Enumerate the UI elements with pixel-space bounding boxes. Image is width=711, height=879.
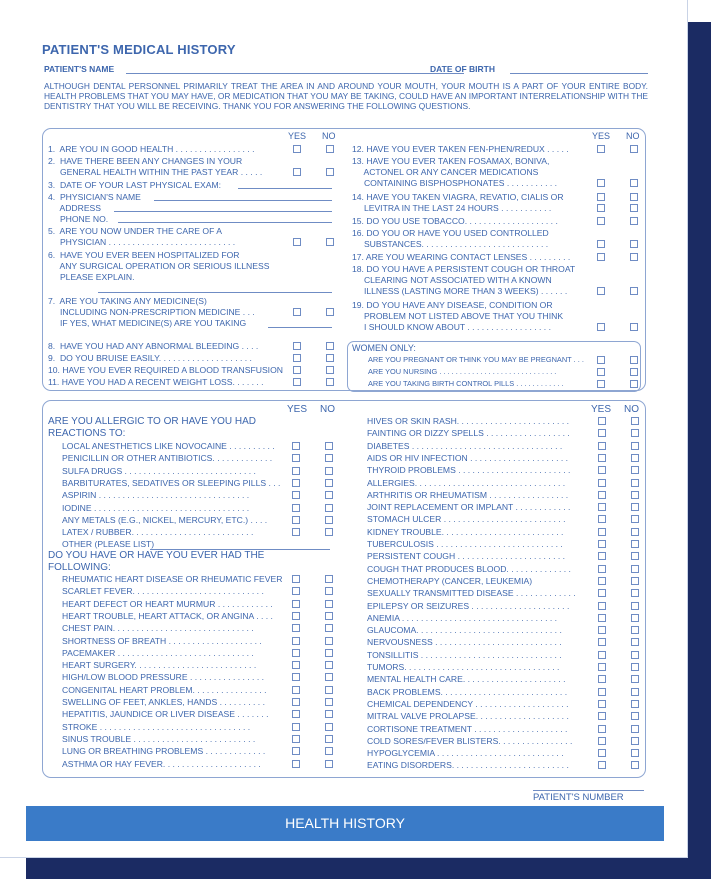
q11-yes-checkbox[interactable] — [293, 378, 301, 386]
condition-no-checkbox[interactable] — [325, 698, 333, 706]
condition-yes-checkbox[interactable] — [598, 429, 606, 437]
allergy-item: SULFA DRUGS . . . . . . . . . . . . . . . . . . . . . . . . . . . . — [62, 465, 256, 476]
condition-yes-checkbox[interactable] — [292, 587, 300, 595]
question-17: 17. ARE YOU WEARING CONTACT LENSES . . . . . . . . . — [352, 252, 571, 262]
allergy-no-checkbox[interactable] — [325, 479, 333, 487]
condition-item: CHEST PAIN. . . . . . . . . . . . . . . . . . . . . . . . . . . . . . — [62, 623, 254, 634]
allergy-yes-checkbox[interactable] — [292, 491, 300, 499]
condition-yes-checkbox[interactable] — [292, 686, 300, 694]
condition-yes-checkbox[interactable] — [598, 663, 606, 671]
condition-no-checkbox[interactable] — [631, 429, 639, 437]
condition-yes-checkbox[interactable] — [292, 637, 300, 645]
question-10: 10. HAVE YOU EVER REQUIRED A BLOOD TRANSFUSION — [48, 365, 283, 375]
condition-yes-checkbox[interactable] — [598, 540, 606, 548]
condition-item: MENTAL HEALTH CARE. . . . . . . . . . . . . . . . . . . . . . — [367, 674, 566, 685]
condition-no-checkbox[interactable] — [325, 673, 333, 681]
condition-yes-checkbox[interactable] — [598, 577, 606, 585]
condition-item: BACK PROBLEMS. . . . . . . . . . . . . . . . . . . . . . . . . . . — [367, 686, 568, 697]
q8-no-checkbox[interactable] — [326, 342, 334, 350]
condition-no-checkbox[interactable] — [631, 638, 639, 646]
condition-yes-checkbox[interactable] — [598, 761, 606, 769]
condition-item: STOMACH ULCER . . . . . . . . . . . . . . . . . . . . . . . . . . — [367, 514, 566, 525]
question-12: 12. HAVE YOU EVER TAKEN FEN-PHEN/REDUX . . . . . — [352, 144, 569, 154]
condition-no-checkbox[interactable] — [325, 760, 333, 768]
condition-item: SEXUALLY TRANSMITTED DISEASE . . . . . . . . . . . . . — [367, 588, 576, 599]
allergy-item: BARBITURATES, SEDATIVES OR SLEEPING PILLS . . . — [62, 477, 281, 488]
condition-yes-checkbox[interactable] — [598, 614, 606, 622]
condition-item: PERSISTENT COUGH . . . . . . . . . . . . . . . . . . . . . . . — [367, 551, 566, 562]
allergy-no-checkbox[interactable] — [325, 454, 333, 462]
condition-no-checkbox[interactable] — [631, 491, 639, 499]
q14-yes-checkbox[interactable] — [597, 204, 605, 212]
condition-no-checkbox[interactable] — [631, 417, 639, 425]
q14-yes-checkbox-top[interactable] — [597, 193, 605, 201]
q16-no-checkbox[interactable] — [630, 240, 638, 248]
women-question-2: ARE YOU NURSING . . . . . . . . . . . . . . . . . . . . . . . . . . . . . — [368, 367, 557, 376]
q18-no-checkbox[interactable] — [630, 287, 638, 295]
q1-yes-checkbox[interactable] — [293, 145, 301, 153]
condition-item: COUGH THAT PRODUCES BLOOD. . . . . . . . . . . . . . — [367, 563, 571, 574]
condition-item: COLD SORES/FEVER BLISTERS. . . . . . . . . . . . . . . . — [367, 735, 573, 746]
question-9: 9. DO YOU BRUISE EASILY. . . . . . . . . . . . . . . . . . . . — [48, 353, 252, 363]
q10-yes-checkbox[interactable] — [293, 366, 301, 374]
last-exam-date-field[interactable] — [238, 188, 332, 189]
q11-no-checkbox[interactable] — [326, 378, 334, 386]
question-16: 16. DO YOU OR HAVE YOU USED CONTROLLED SUBSTANCES. . . . . . . . . . . . . . . . . . . . . . . . . . . — [352, 228, 549, 249]
condition-yes-checkbox[interactable] — [598, 700, 606, 708]
condition-no-checkbox[interactable] — [631, 552, 639, 560]
q19-yes-checkbox[interactable] — [597, 323, 605, 331]
condition-item: GLAUCOMA. . . . . . . . . . . . . . . . . . . . . . . . . . . . . . . — [367, 625, 562, 636]
q1-no-checkbox[interactable] — [326, 145, 334, 153]
q16-yes-checkbox[interactable] — [597, 240, 605, 248]
condition-item: DIABETES . . . . . . . . . . . . . . . . . . . . . . . . . . . . . . . . — [367, 440, 563, 451]
condition-yes-checkbox[interactable] — [292, 723, 300, 731]
allergy-no-checkbox[interactable] — [325, 467, 333, 475]
condition-item: HEART DEFECT OR HEART MURMUR . . . . . . . . . . . . — [62, 598, 273, 609]
allergy-yes-checkbox[interactable] — [292, 516, 300, 524]
condition-yes-checkbox[interactable] — [598, 442, 606, 450]
physician-phone-field[interactable] — [118, 222, 332, 223]
condition-no-checkbox[interactable] — [325, 612, 333, 620]
condition-no-checkbox[interactable] — [631, 503, 639, 511]
condition-item: CORTISONE TREATMENT . . . . . . . . . . . . . . . . . . . . — [367, 723, 568, 734]
allergy-no-checkbox[interactable] — [325, 504, 333, 512]
condition-item: EATING DISORDERS. . . . . . . . . . . . . . . . . . . . . . . . . — [367, 760, 569, 771]
condition-yes-checkbox[interactable] — [598, 466, 606, 474]
condition-no-checkbox[interactable] — [325, 624, 333, 632]
question-5: 5. ARE YOU NOW UNDER THE CARE OF A PHYSICIAN . . . . . . . . . . . . . . . . . . . . . . . . . . . — [48, 226, 236, 247]
q9-no-checkbox[interactable] — [326, 354, 334, 362]
condition-no-checkbox[interactable] — [631, 515, 639, 523]
condition-yes-checkbox[interactable] — [292, 612, 300, 620]
condition-no-checkbox[interactable] — [325, 747, 333, 755]
condition-no-checkbox[interactable] — [325, 661, 333, 669]
allergy-item: IODINE . . . . . . . . . . . . . . . . . . . . . . . . . . . . . . . . . — [62, 502, 250, 513]
question-3: 3. DATE OF YOUR LAST PHYSICAL EXAM: — [48, 180, 222, 190]
patient-name-label: PATIENT'S NAME — [44, 64, 115, 74]
condition-no-checkbox[interactable] — [631, 589, 639, 597]
condition-yes-checkbox[interactable] — [292, 747, 300, 755]
women-q1-no-checkbox[interactable] — [630, 356, 638, 364]
condition-item: ASTHMA OR HAY FEVER. . . . . . . . . . . . . . . . . . . . . — [62, 758, 261, 769]
q15-no-checkbox[interactable] — [630, 217, 638, 225]
condition-item: CONGENITAL HEART PROBLEM. . . . . . . . . . . . . . . . — [62, 684, 267, 695]
condition-item: HEART TROUBLE, HEART ATTACK, OR ANGINA . . . . — [62, 610, 273, 621]
other-allergies-field[interactable] — [150, 549, 330, 550]
allergy-no-checkbox[interactable] — [325, 442, 333, 450]
condition-yes-checkbox[interactable] — [598, 626, 606, 634]
women-question-3: ARE YOU TAKING BIRTH CONTROL PILLS . . . . . . . . . . . . — [368, 379, 564, 388]
q9-yes-checkbox[interactable] — [293, 354, 301, 362]
intro-paragraph: ALTHOUGH DENTAL PERSONNEL PRIMARILY TREAT THE AREA IN AND AROUND YOUR MOUTH, YOUR MOUTH IS A PART OF YOUR ENTIRE BODY. HEALTH PROBLEMS THAT YOU MAY HAVE, OR MEDICATION THAT YOU MAY BE TAKING, COULD HAVE AN IMPORTANT INTERRELATIONSHIP WITH THE DENTISTRY THAT YOU WILL BE RECEIVING. THANK YOU FOR ANSWERING THE FOLLOWING QUESTIONS. — [44, 81, 648, 112]
question-4: 4. PHYSICIAN'S NAME ADDRESS PHONE NO. — [48, 192, 141, 224]
no-header-right: NO — [626, 131, 640, 141]
condition-no-checkbox[interactable] — [325, 600, 333, 608]
q14-no-checkbox[interactable] — [630, 204, 638, 212]
condition-item: ALLERGIES. . . . . . . . . . . . . . . . . . . . . . . . . . . . . . . . — [367, 477, 566, 488]
have-header: DO YOU HAVE OR HAVE YOU EVER HAD THE FOLLOWING: — [48, 550, 265, 573]
condition-yes-checkbox[interactable] — [292, 698, 300, 706]
allergy-header: ARE YOU ALLERGIC TO OR HAVE YOU HAD REACTIONS TO: — [48, 416, 257, 439]
condition-item: PACEMAKER . . . . . . . . . . . . . . . . . . . . . . . . . . . . . — [62, 647, 254, 658]
condition-no-checkbox[interactable] — [631, 700, 639, 708]
condition-no-checkbox[interactable] — [631, 602, 639, 610]
women-q3-yes-checkbox[interactable] — [597, 380, 605, 388]
condition-item: TUMORS. . . . . . . . . . . . . . . . . . . . . . . . . . . . . . . . . — [367, 662, 560, 672]
q7-no-checkbox[interactable] — [326, 308, 334, 316]
question-7: 7. ARE YOU TAKING ANY MEDICINE(S) INCLUDING NON-PRESCRIPTION MEDICINE . . . IF YES, WHAT MEDICINE(S) ARE YOU TAKING — [48, 296, 255, 328]
condition-yes-checkbox[interactable] — [598, 749, 606, 757]
condition-no-checkbox[interactable] — [631, 725, 639, 733]
allergy-yes-checkbox[interactable] — [292, 528, 300, 536]
condition-yes-checkbox[interactable] — [292, 673, 300, 681]
no-header-bottom-left: NO — [320, 404, 335, 415]
condition-yes-checkbox[interactable] — [598, 515, 606, 523]
question-8: 8. HAVE YOU HAD ANY ABNORMAL BLEEDING . . . . — [48, 341, 259, 351]
q13-yes-checkbox[interactable] — [597, 179, 605, 187]
no-header-left: NO — [322, 131, 336, 141]
allergy-yes-checkbox[interactable] — [292, 504, 300, 512]
condition-yes-checkbox[interactable] — [598, 491, 606, 499]
condition-no-checkbox[interactable] — [631, 675, 639, 683]
q15-yes-checkbox[interactable] — [597, 217, 605, 225]
condition-yes-checkbox[interactable] — [292, 760, 300, 768]
patient-number-line — [533, 790, 644, 791]
footer-banner: HEALTH HISTORY — [26, 806, 664, 841]
condition-item: ANEMIA . . . . . . . . . . . . . . . . . . . . . . . . . . . . . . . . . — [367, 612, 558, 623]
q2-no-checkbox[interactable] — [326, 168, 334, 176]
women-q2-yes-checkbox[interactable] — [597, 368, 605, 376]
condition-no-checkbox[interactable] — [631, 761, 639, 769]
women-only-label: WOMEN ONLY: — [352, 343, 416, 353]
condition-no-checkbox[interactable] — [631, 540, 639, 548]
allergy-yes-checkbox[interactable] — [292, 442, 300, 450]
condition-no-checkbox[interactable] — [631, 454, 639, 462]
condition-item: HIVES OR SKIN RASH. . . . . . . . . . . . . . . . . . . . . . . . — [367, 416, 569, 426]
condition-item: KIDNEY TROUBLE. . . . . . . . . . . . . . . . . . . . . . . . . . — [367, 526, 564, 537]
condition-no-checkbox[interactable] — [631, 466, 639, 474]
condition-item: CHEMICAL DEPENDENCY . . . . . . . . . . . . . . . . . . . . — [367, 698, 569, 709]
condition-item: RHEUMATIC HEART DISEASE OR RHEUMATIC FEVER — [62, 574, 283, 584]
condition-no-checkbox[interactable] — [325, 686, 333, 694]
condition-item: EPILEPSY OR SEIZURES . . . . . . . . . . . . . . . . . . . . . — [367, 600, 570, 611]
medicines-field[interactable] — [268, 327, 332, 328]
yes-header-bottom-left: YES — [287, 404, 308, 415]
question-13: 13. HAVE YOU EVER TAKEN FOSAMAX, BONIVA, ACTONEL OR ANY CANCER MEDICATIONS CONTAINING BISPHOSPHONATES . . . . . . . . . . . — [352, 156, 558, 188]
condition-yes-checkbox[interactable] — [292, 624, 300, 632]
condition-yes-checkbox[interactable] — [598, 725, 606, 733]
allergy-item: LATEX / RUBBER. . . . . . . . . . . . . . . . . . . . . . . . . . — [62, 527, 254, 538]
condition-item: NERVOUSNESS . . . . . . . . . . . . . . . . . . . . . . . . . . . — [367, 637, 562, 648]
allergy-no-checkbox[interactable] — [325, 516, 333, 524]
q13-no-checkbox[interactable] — [630, 179, 638, 187]
question-1: 1. ARE YOU IN GOOD HEALTH . . . . . . . . . . . . . . . . . — [48, 144, 255, 154]
condition-item: SHORTNESS OF BREATH . . . . . . . . . . . . . . . . . . . . — [62, 635, 262, 646]
condition-no-checkbox[interactable] — [631, 528, 639, 536]
condition-item: CHEMOTHERAPY (CANCER, LEUKEMIA) — [367, 575, 533, 586]
physician-address-field[interactable] — [114, 211, 332, 212]
condition-yes-checkbox[interactable] — [598, 675, 606, 683]
condition-yes-checkbox[interactable] — [292, 661, 300, 669]
hospitalized-explain-field[interactable] — [98, 292, 332, 293]
condition-yes-checkbox[interactable] — [598, 589, 606, 597]
allergy-item: PENICILLIN OR OTHER ANTIBIOTICS. . . . . . . . . . . . . — [62, 453, 273, 464]
yes-header-left: YES — [288, 131, 307, 141]
allergy-yes-checkbox[interactable] — [292, 479, 300, 487]
condition-no-checkbox[interactable] — [325, 637, 333, 645]
condition-no-checkbox[interactable] — [631, 479, 639, 487]
women-question-1: ARE YOU PREGNANT OR THINK YOU MAY BE PREGNANT . . . — [368, 355, 584, 364]
condition-item: MITRAL VALVE PROLAPSE. . . . . . . . . . . . . . . . . . . . — [367, 711, 569, 722]
condition-no-checkbox[interactable] — [631, 663, 639, 671]
condition-yes-checkbox[interactable] — [598, 638, 606, 646]
condition-no-checkbox[interactable] — [325, 575, 333, 583]
allergy-item: LOCAL ANESTHETICS LIKE NOVOCAINE . . . . . . . . . . — [62, 441, 275, 451]
condition-yes-checkbox[interactable] — [598, 737, 606, 745]
condition-item: HYPOGLYCEMIA . . . . . . . . . . . . . . . . . . . . . . . . . . . — [367, 748, 564, 759]
dob-label: DATE OF BIRTH — [430, 64, 496, 74]
women-q3-no-checkbox[interactable] — [630, 380, 638, 388]
condition-yes-checkbox[interactable] — [598, 454, 606, 462]
condition-no-checkbox[interactable] — [325, 587, 333, 595]
condition-no-checkbox[interactable] — [325, 735, 333, 743]
question-14: 14. HAVE YOU TAKEN VIAGRA, REVATIO, CIALIS OR LEVITRA IN THE LAST 24 HOURS . . . . . . . . . . . — [352, 192, 564, 213]
yes-header-bottom-right: YES — [591, 404, 612, 415]
condition-no-checkbox[interactable] — [631, 614, 639, 622]
condition-yes-checkbox[interactable] — [598, 479, 606, 487]
yes-header-right: YES — [592, 131, 611, 141]
condition-item: THYROID PROBLEMS . . . . . . . . . . . . . . . . . . . . . . . . — [367, 465, 571, 476]
q7-yes-checkbox[interactable] — [293, 308, 301, 316]
condition-yes-checkbox[interactable] — [598, 651, 606, 659]
condition-item: HEPATITIS, JAUNDICE OR LIVER DISEASE . . . . . . . — [62, 709, 269, 720]
question-2: 2. HAVE THERE BEEN ANY CHANGES IN YOUR GENERAL HEALTH WITHIN THE PAST YEAR . . . . . — [48, 156, 263, 177]
allergy-item: ANY METALS (E.G., NICKEL, MERCURY, ETC.) . . . . — [62, 514, 268, 525]
patient-number-label: PATIENT'S NUMBER — [533, 792, 624, 803]
condition-no-checkbox[interactable] — [631, 651, 639, 659]
condition-yes-checkbox[interactable] — [598, 602, 606, 610]
question-11: 11. HAVE YOU HAD A RECENT WEIGHT LOSS. . . . . . . — [48, 377, 264, 387]
condition-item: TUBERCULOSIS . . . . . . . . . . . . . . . . . . . . . . . . . . . — [367, 539, 563, 549]
condition-yes-checkbox[interactable] — [292, 649, 300, 657]
condition-item: SCARLET FEVER. . . . . . . . . . . . . . . . . . . . . . . . . . . . — [62, 586, 264, 597]
condition-no-checkbox[interactable] — [631, 565, 639, 573]
dob-field[interactable] — [510, 73, 648, 74]
condition-yes-checkbox[interactable] — [598, 528, 606, 536]
q2-yes-checkbox[interactable] — [293, 168, 301, 176]
q17-no-checkbox[interactable] — [630, 253, 638, 261]
condition-yes-checkbox[interactable] — [292, 600, 300, 608]
q8-yes-checkbox[interactable] — [293, 342, 301, 350]
condition-item: SWELLING OF FEET, ANKLES, HANDS . . . . . . . . . . — [62, 697, 265, 707]
condition-item: HIGH/LOW BLOOD PRESSURE . . . . . . . . . . . . . . . . — [62, 672, 264, 683]
condition-no-checkbox[interactable] — [325, 723, 333, 731]
condition-no-checkbox[interactable] — [631, 712, 639, 720]
condition-yes-checkbox[interactable] — [598, 712, 606, 720]
condition-item: TONSILLITIS . . . . . . . . . . . . . . . . . . . . . . . . . . . . . . — [367, 649, 562, 660]
allergy-item: OTHER (PLEASE LIST) — [62, 539, 155, 550]
condition-yes-checkbox[interactable] — [292, 575, 300, 583]
physician-name-field[interactable] — [154, 200, 332, 201]
condition-item: JOINT REPLACEMENT OR IMPLANT . . . . . . . . . . . . — [367, 502, 571, 513]
condition-item: LUNG OR BREATHING PROBLEMS . . . . . . . . . . . . . — [62, 746, 266, 757]
allergy-yes-checkbox[interactable] — [292, 467, 300, 475]
condition-no-checkbox[interactable] — [631, 749, 639, 757]
allergy-no-checkbox[interactable] — [325, 491, 333, 499]
condition-no-checkbox[interactable] — [631, 577, 639, 585]
condition-yes-checkbox[interactable] — [598, 552, 606, 560]
question-18: 18. DO YOU HAVE A PERSISTENT COUGH OR THROAT CLEARING NOT ASSOCIATED WITH A KNOWN ILLNESS (LASTING MORE THAN 3 WEEKS) . . . . . . — [352, 264, 576, 296]
q12-yes-checkbox[interactable] — [597, 145, 605, 153]
question-6: 6. HAVE YOU EVER BEEN HOSPITALIZED FOR ANY SURGICAL OPERATION OR SERIOUS ILLNESS PLEASE EXPLAIN. — [48, 250, 270, 282]
q10-no-checkbox[interactable] — [326, 366, 334, 374]
question-15: 15. DO YOU USE TOBACCO. . . . . . . . . . . . . . . . . . . . — [352, 216, 558, 226]
condition-item: ARTHRITIS OR RHEUMATISM . . . . . . . . . . . . . . . . . — [367, 489, 569, 500]
q17-yes-checkbox[interactable] — [597, 253, 605, 261]
condition-item: FAINTING OR DIZZY SPELLS . . . . . . . . . . . . . . . . . . — [367, 428, 570, 439]
condition-yes-checkbox[interactable] — [598, 417, 606, 425]
condition-yes-checkbox[interactable] — [598, 503, 606, 511]
allergy-no-checkbox[interactable] — [325, 528, 333, 536]
condition-no-checkbox[interactable] — [631, 626, 639, 634]
condition-item: SINUS TROUBLE . . . . . . . . . . . . . . . . . . . . . . . . . . — [62, 733, 256, 744]
condition-no-checkbox[interactable] — [631, 688, 639, 696]
women-q1-yes-checkbox[interactable] — [597, 356, 605, 364]
patient-name-field[interactable] — [126, 73, 464, 74]
condition-yes-checkbox[interactable] — [292, 710, 300, 718]
form-title: PATIENT'S MEDICAL HISTORY — [42, 42, 236, 57]
condition-yes-checkbox[interactable] — [598, 565, 606, 573]
condition-item: HEART SURGERY. . . . . . . . . . . . . . . . . . . . . . . . . . — [62, 660, 257, 671]
question-19: 19. DO YOU HAVE ANY DISEASE, CONDITION OR PROBLEM NOT LISTED ABOVE THAT YOU THINK I SHOULD KNOW ABOUT . . . . . . . . . . . . . . . . . . — [352, 300, 564, 332]
condition-no-checkbox[interactable] — [631, 442, 639, 450]
q19-no-checkbox[interactable] — [630, 323, 638, 331]
allergy-item: ASPIRIN . . . . . . . . . . . . . . . . . . . . . . . . . . . . . . . . — [62, 490, 250, 501]
condition-no-checkbox[interactable] — [325, 649, 333, 657]
q12-no-checkbox[interactable] — [630, 145, 638, 153]
q18-yes-checkbox[interactable] — [597, 287, 605, 295]
condition-item: AIDS OR HIV INFECTION . . . . . . . . . . . . . . . . . . . . . — [367, 452, 569, 463]
condition-no-checkbox[interactable] — [325, 710, 333, 718]
q14-no-checkbox-top[interactable] — [630, 193, 638, 201]
condition-no-checkbox[interactable] — [631, 737, 639, 745]
women-q2-no-checkbox[interactable] — [630, 368, 638, 376]
condition-yes-checkbox[interactable] — [598, 688, 606, 696]
allergy-yes-checkbox[interactable] — [292, 454, 300, 462]
q5-no-checkbox[interactable] — [326, 238, 334, 246]
no-header-bottom-right: NO — [624, 404, 639, 415]
condition-yes-checkbox[interactable] — [292, 735, 300, 743]
q5-yes-checkbox[interactable] — [293, 238, 301, 246]
condition-item: STROKE . . . . . . . . . . . . . . . . . . . . . . . . . . . . . . . . — [62, 721, 251, 732]
name-row — [44, 62, 648, 76]
